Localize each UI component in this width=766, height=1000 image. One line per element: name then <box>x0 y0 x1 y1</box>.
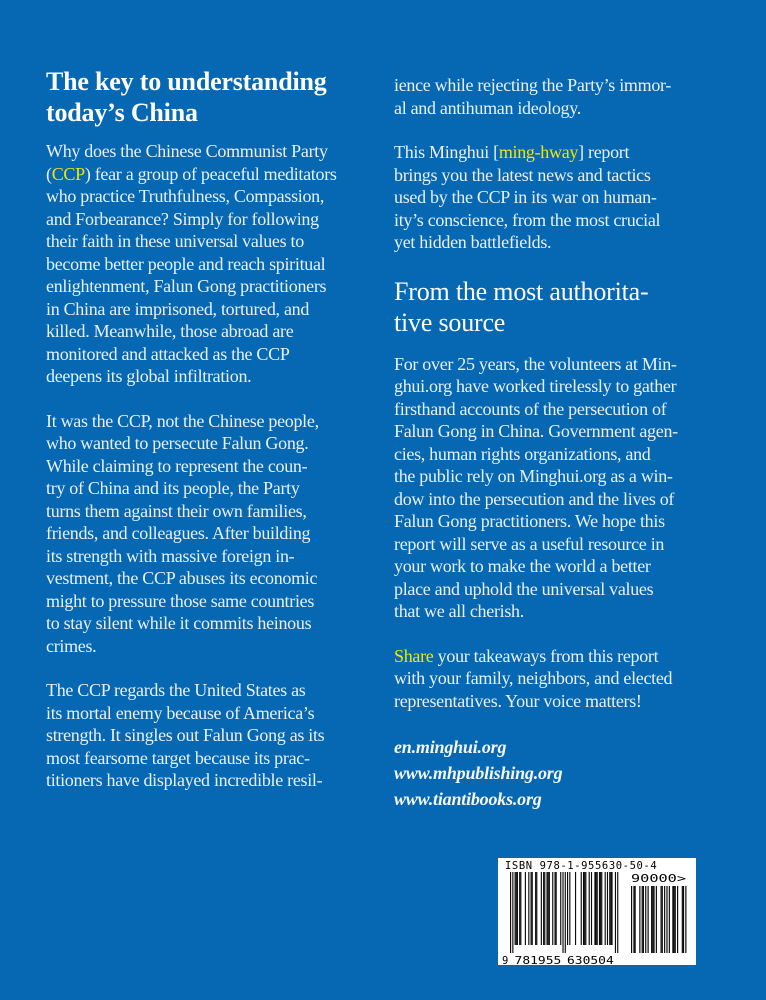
paragraph: It was the CCP, not the Chinese people, who wanted to persecute Falun Gong. While claiming to represent the coun- try of China and its people, the Party turns them against their own families, friends, and colleagues. After building its strength with massive foreign in- vestment, the CCP abuses its economic might to pressure those same countries to stay silent while it commits heinous crimes. <box>46 410 319 656</box>
right-column-bottom-paragraphs <box>394 353 722 713</box>
paragraph: For over 25 years, the volunteers at Min- ghui.org have worked tirelessly to gather firsthand accounts of the persecution of Falun Gong in China. Government agen- cies, human rights organizations, and the public rely on Minghui.org as a win- dow into the persecution and the lives of Falun Gong practitioners. We hope this report will serve as a useful resource in your work to make the world a better place and uphold the universal values that we all cherish. <box>394 353 678 621</box>
highlighted-text: ming-hway <box>498 142 579 162</box>
left-column <box>46 66 374 814</box>
left-column-paragraphs <box>46 140 374 792</box>
paragraph: ience while rejecting the Party’s immor- al and antihuman ideology. <box>394 75 672 118</box>
highlighted-text: Share <box>394 645 434 666</box>
secondary-heading: From the most authorita- tive source <box>394 276 649 337</box>
website-url: www.tiantibooks.org <box>394 789 542 809</box>
svg-text:9: 9 <box>502 955 509 965</box>
ean13-barcode <box>502 872 620 965</box>
isbn-label: ISBN 978-1-955630-50-4 <box>505 860 658 872</box>
website-list <box>394 734 722 812</box>
highlighted-text: CCP <box>51 163 85 184</box>
paragraph: Share your takeaways from this report with your family, neighbors, and elected representatives. Your voice matters! <box>394 645 673 711</box>
barcode-box <box>498 858 696 965</box>
svg-text:90000>: 90000> <box>631 873 686 885</box>
right-column-top-paragraphs <box>394 74 722 254</box>
website-url: en.minghui.org <box>394 737 507 757</box>
paragraph: Why does the Chinese Communist Party (CCP) fear a group of peaceful meditators who practice Truthfulness, Compassion, and Forbearance? Simply for following their faith in these universal values to become better people and reach spiritual enlightenment, Falun Gong practitioners in China are imprisoned, tortured, and killed. Meanwhile, those abroad are monitored and attacked as the CCP deepens its global infiltration. <box>46 141 337 386</box>
ean5-addon-barcode <box>630 872 690 965</box>
website-url: www.mhpublishing.org <box>394 763 563 783</box>
svg-text:630504: 630504 <box>567 955 614 965</box>
paragraph: The CCP regards the United States as its mortal enemy because of America’s strength. It singles out Falun Gong as its most fearsome target because its prac- titioners have displayed incredible resil- <box>46 680 325 790</box>
svg-text:781955: 781955 <box>514 955 562 965</box>
right-column <box>394 66 722 814</box>
paragraph: This Minghui [ming-hway] report brings you the latest news and tactics used by the CCP in its war on human- ity’s conscience, from the most crucial yet hidden battlefields. <box>394 142 661 252</box>
main-heading: The key to understanding today’s China <box>46 67 327 127</box>
